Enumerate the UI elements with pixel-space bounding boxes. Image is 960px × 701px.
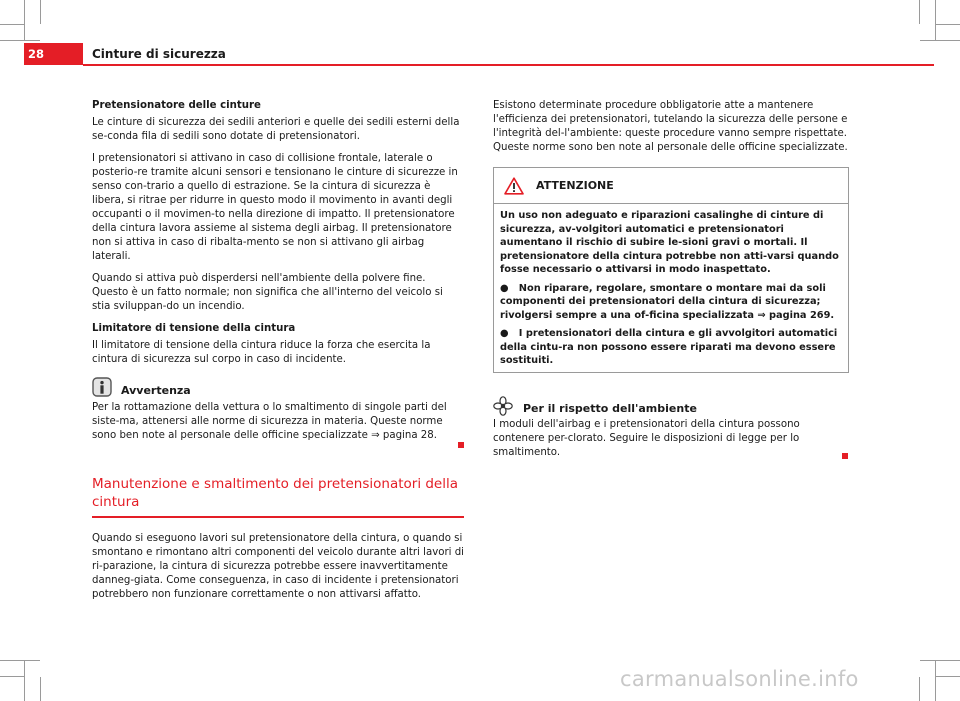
note-header [92,377,464,397]
right-column [493,99,848,464]
crop-mark [40,677,41,701]
crop-mark [935,0,936,40]
environment-label: Per il rispetto dell'ambiente [523,401,697,415]
page-title: Cinture di sicurezza [92,47,226,61]
bullet-icon: ● [500,282,509,294]
crop-mark [24,661,25,701]
bullet-icon: ● [500,328,509,339]
warning-body [494,204,848,372]
paragraph: I pretensionatori si attivano in caso di collisione frontale, laterale o posterio-re tramite alcuni sensori e tensionano le cinture di sicurezze in senso con-trario a quello di estrazione. Se la cintura di sicurezza è libera, si ritrae per ridurre in questo modo il movimento in avanti degli occupanti o il movimen-to nella direzione di impatto. Il pretensionatore della cintura lavora assieme al sistema degli airbag. Il pretensionatore non si attiva in caso di ribalta-mento se non si attivano gli airbag laterali. [92,153,458,262]
watermark: carmanualsonline.info [620,667,859,691]
paragraph: Il limitatore di tensione della cintura riduce la forza che esercita la cintura di sicurezza sul corpo in caso di incidente. [92,340,431,365]
left-column [92,99,464,610]
section-rule [92,516,464,518]
info-icon [92,377,112,397]
bullet-text: Non riparare, regolare, smontare o montare mai da soli componenti dei pretensionatori della cintura di sicurezza; rivolgersi sempre a una of-ficina specializzata ⇒ pagina 269. [500,282,835,321]
warning-label: ATTENZIONE [536,179,614,192]
header-rule [83,64,934,66]
limiter-heading: Limitatore di tensione della cintura [92,323,296,334]
environment-text: I moduli dell'airbag e i pretensionatori della cintura possono contenere per-clorato. Seguire le disposizioni di legge per lo smaltimento. [493,418,800,458]
warning-text: Un uso non adeguato e riparazioni casalinghe di cinture di sicurezza, av-volgitori automatici e pretensionatori aumentano il rischio di subire le-sioni gravi o mortali. Il pretensionatore della cintura potrebbe non atti-varsi quando fosse necessario o attivarsi in modo inaspettato. [500,210,839,275]
end-marker [842,453,848,459]
crop-mark [919,0,920,24]
paragraph: Le cinture di sicurezza dei sedili anteriori e quelle dei sedili esterni della se-conda fila di sedili sono dotate di pretensionatori. [92,117,460,142]
bullet-text: I pretensionatori della cintura e gli avvolgitori automatici della cintu-ra non possono essere riparati ma devono essere sostituiti. [500,328,838,366]
warning-bullet [500,282,842,323]
paragraph: Quando si attiva può disperdersi nell'ambiente della polvere fine. Questo è un fatto normale; non significa che all'interno del veicolo si stia sviluppan-do un incendio. [92,273,443,312]
crop-mark [0,660,40,661]
flower-icon [493,396,513,416]
warning-bullet [500,327,842,368]
paragraph: Quando si eseguono lavori sul pretensionatore della cintura, o quando si smontano e rimontano altri componenti del veicolo durante altri lavori di ri-parazione, la cintura di sicurezza potrebbe essere inavvertitamente danneg-giata. Come conseguenza, in caso di incidente i pretensionatori potrebbero non funzionare correttamente o non attivarsi affatto. [92,532,465,600]
warning-box [493,167,849,373]
crop-mark [936,676,960,677]
warning-triangle-icon [504,177,524,195]
crop-mark [919,677,920,701]
crop-mark [920,40,960,41]
note-label: Avvertenza [121,384,191,397]
environment-header [493,396,848,416]
note-text: Per la rottamazione della vettura o lo smaltimento di singole parti del siste-ma, attenersi alle norme di sicurezza in materia. Queste norme sono ben note al personale delle officine specializzate ⇒ pagina 28. [92,402,447,441]
warning-header [494,168,848,204]
crop-mark [936,24,960,25]
page-number: 28 [28,47,45,61]
crop-mark [40,0,41,24]
paragraph: Esistono determinate procedure obbligatorie atte a mantenere l'efficienza dei pretensionatori, tutelando la sicurezza delle persone e l'integrità del-l'ambiente: queste procedure vanno sempre rispettate. Queste norme sono ben note al personale delle officine specializzate. [493,100,848,153]
crop-mark [0,676,24,677]
crop-mark [24,0,25,40]
section-title: Manutenzione e smaltimento dei pretensionatori della cintura [92,476,459,510]
crop-mark [920,660,960,661]
crop-mark [0,40,40,41]
crop-mark [0,24,24,25]
pretensioner-heading: Pretensionatore delle cinture [92,100,261,111]
crop-mark [935,661,936,701]
end-marker [458,442,464,448]
